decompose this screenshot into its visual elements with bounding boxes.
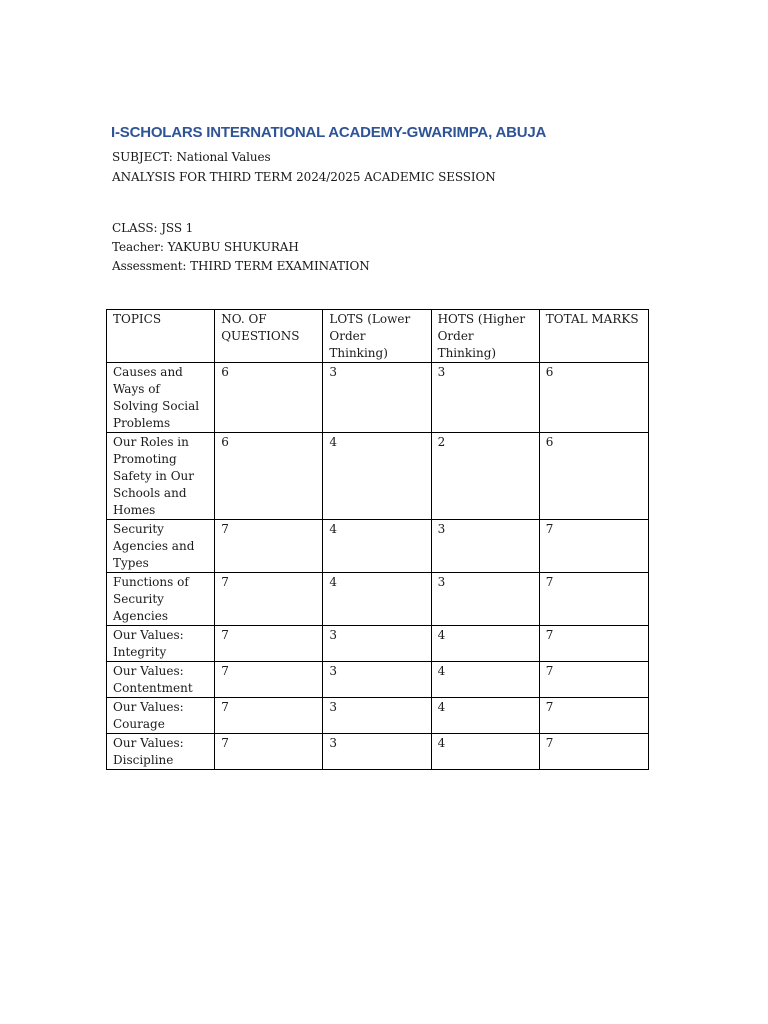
table-row: [107, 363, 649, 433]
cell-questions: 7: [215, 662, 323, 698]
cell-hots: 4: [431, 698, 539, 734]
cell-hots: 3: [431, 520, 539, 573]
cell-topic: Security Agencies and Types: [107, 520, 215, 573]
cell-questions: 7: [215, 734, 323, 770]
table-row: [107, 520, 649, 573]
subject-line: SUBJECT: National Values: [112, 150, 271, 164]
analysis-line: ANALYSIS FOR THIRD TERM 2024/2025 ACADEMIC SESSION: [112, 170, 496, 184]
cell-topic: Functions of Security Agencies: [107, 573, 215, 626]
table-row: [107, 734, 649, 770]
cell-hots: 2: [431, 433, 539, 520]
cell-lots: 3: [323, 363, 431, 433]
cell-lots: 4: [323, 520, 431, 573]
table-header-row: [107, 310, 649, 363]
cell-total: 6: [539, 433, 648, 520]
cell-total: 7: [539, 520, 648, 573]
cell-hots: 3: [431, 573, 539, 626]
school-title: I-SCHOLARS INTERNATIONAL ACADEMY-GWARIMPA, ABUJA: [111, 124, 547, 141]
cell-lots: 3: [323, 662, 431, 698]
cell-total: 7: [539, 662, 648, 698]
cell-total: 7: [539, 698, 648, 734]
cell-topic: Our Values: Integrity: [107, 626, 215, 662]
header-lots: LOTS (Lower Order Thinking): [323, 310, 431, 363]
class-line: CLASS: JSS 1: [112, 221, 194, 235]
cell-topic: Our Values: Discipline: [107, 734, 215, 770]
teacher-line: Teacher: YAKUBU SHUKURAH: [112, 240, 299, 254]
table-row: [107, 573, 649, 626]
cell-topic: Our Values: Contentment: [107, 662, 215, 698]
cell-lots: 3: [323, 698, 431, 734]
assessment-line: Assessment: THIRD TERM EXAMINATION: [112, 259, 370, 273]
cell-total: 7: [539, 573, 648, 626]
cell-questions: 7: [215, 626, 323, 662]
cell-hots: 4: [431, 662, 539, 698]
header-total-marks: TOTAL MARKS: [539, 310, 648, 363]
table-row: [107, 433, 649, 520]
header-hots: HOTS (Higher Order Thinking): [431, 310, 539, 363]
cell-topic: Causes and Ways of Solving Social Problems: [107, 363, 215, 433]
cell-questions: 7: [215, 698, 323, 734]
cell-total: 7: [539, 734, 648, 770]
cell-questions: 7: [215, 573, 323, 626]
cell-hots: 4: [431, 626, 539, 662]
cell-hots: 3: [431, 363, 539, 433]
cell-lots: 4: [323, 573, 431, 626]
cell-total: 7: [539, 626, 648, 662]
analysis-table: [106, 309, 649, 770]
table-row: [107, 698, 649, 734]
cell-questions: 6: [215, 433, 323, 520]
table-row: [107, 662, 649, 698]
cell-topic: Our Roles in Promoting Safety in Our Schools and Homes: [107, 433, 215, 520]
cell-total: 6: [539, 363, 648, 433]
table-row: [107, 626, 649, 662]
cell-lots: 3: [323, 734, 431, 770]
header-topics: TOPICS: [107, 310, 215, 363]
cell-topic: Our Values: Courage: [107, 698, 215, 734]
cell-lots: 4: [323, 433, 431, 520]
header-no-of-questions: NO. OF QUESTIONS: [215, 310, 323, 363]
cell-questions: 6: [215, 363, 323, 433]
cell-hots: 4: [431, 734, 539, 770]
cell-lots: 3: [323, 626, 431, 662]
cell-questions: 7: [215, 520, 323, 573]
